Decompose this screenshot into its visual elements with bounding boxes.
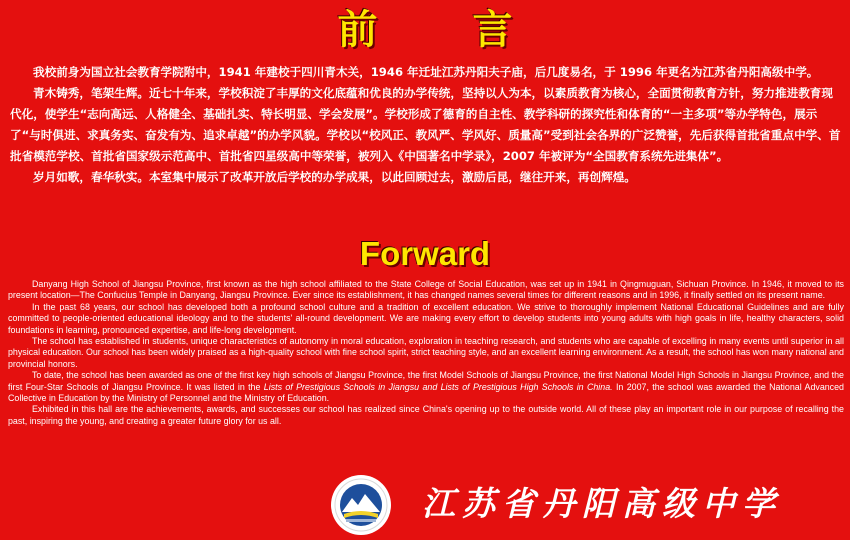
chinese-paragraph: 岁月如歌，春华秋实。本室集中展示了改革开放后学校的办学成果，以此回顾过去，激励后昆，继往开来，再创辉煌。 bbox=[33, 170, 636, 184]
english-paragraph: The school has established in students, unique characteristics of autonomy in moral education, exploration in teaching research, and students who are capable of excelling in many events until superior in all physical education. Our school has been widely praised as a high-quality school with fine school spirit, strict teaching style, and an excellent learning environment. As a result, the school has won many national and provincial honors. bbox=[8, 336, 844, 369]
chinese-paragraph: 青木铸秀，笔架生辉。近七十年来，学校积淀了丰厚的文化底蕴和优良的办学传统，坚持以人为本，以素质教育为核心，全面贯彻教育方针，努力推进教育现代化，使学生“志向高远、人格健全、基础扎实、特长明显、学会发展”。学校形成了德育的自主性、教学科研的探究性和体育的“一主多项”等办学特色，展示了“与时俱进、求真务实、奋发有为、追求卓越”的办学风貌。学校以“校风正、教风严、学风好、质量高”受到社会各界的广泛赞誉，先后获得首批省重点中学、首批省模范学校、首批省国家级示范高中、首批省四星级高中等荣誉，被列入《中国著名中学录》，2007 年被评为“全国教育系统先进集体”。 bbox=[10, 86, 841, 163]
english-paragraph: In the past 68 years, our school has developed both a profound school culture and a tradition of excellent education. We strive to thoroughly implement National Educational Guidelines and are fully committed to people-oriented educational ideology and to the students' all-round development. We are making every effort to develop students into young adults with high goals in life, healthy characters, solid foundations in learning, pronounced expertise, and life-long development. bbox=[8, 301, 844, 335]
english-text: To date, the school has been awarded as one of the first key high schools of Jiangsu Province, the first Model Schools of Jiangsu Province, the first National Model High Schools in Jiangsu Province, and the first Four-Star Schools of Jiangsu Province. It was listed in the bbox=[8, 370, 844, 392]
chinese-title: 前言 bbox=[337, 7, 608, 53]
school-name: 江苏省丹阳高级中学 bbox=[422, 484, 782, 523]
english-title: Forward bbox=[359, 235, 491, 272]
english-paragraph: Exhibited in this hall are the achievements, awards, and successes our school has realized since China's opening up to the outside world. All of these play an important role in our purpose of recalling the past, inspiring the young, and creating a greater future glory for us all. bbox=[8, 404, 844, 426]
footer bbox=[330, 474, 840, 534]
english-text: In 2007, the school was awarded the National Advanced Collective in Education by the Ministry of Personnel and the Ministry of Education. bbox=[8, 381, 844, 404]
english-paragraph bbox=[8, 370, 844, 404]
english-italic-text: Lists of Prestigious Schools in Jiangsu and Lists of Prestigious High Schools in China. bbox=[263, 381, 613, 392]
school-emblem-icon bbox=[330, 474, 392, 536]
english-paragraph: Danyang High School of Jiangsu Province, first known as the high school affiliated to the State College of Social Education, was set up in 1941 in Qingmuguan, Sichuan Province. In 1946, it moved to its present location—The Confucius Temple in Danyang, Jiangsu Province. Ever since its establishment, it has changed names several times for different reasons and in 1996, it finally settled on its present name. bbox=[8, 279, 844, 301]
chinese-preface bbox=[10, 62, 842, 188]
english-preface bbox=[8, 279, 844, 427]
chinese-paragraph: 我校前身为国立社会教育学院附中，1941 年建校于四川青木关，1946 年迁址江苏丹阳夫子庙，后几度易名，于 1996 年更名为江苏省丹阳高级中学。 bbox=[33, 65, 819, 79]
